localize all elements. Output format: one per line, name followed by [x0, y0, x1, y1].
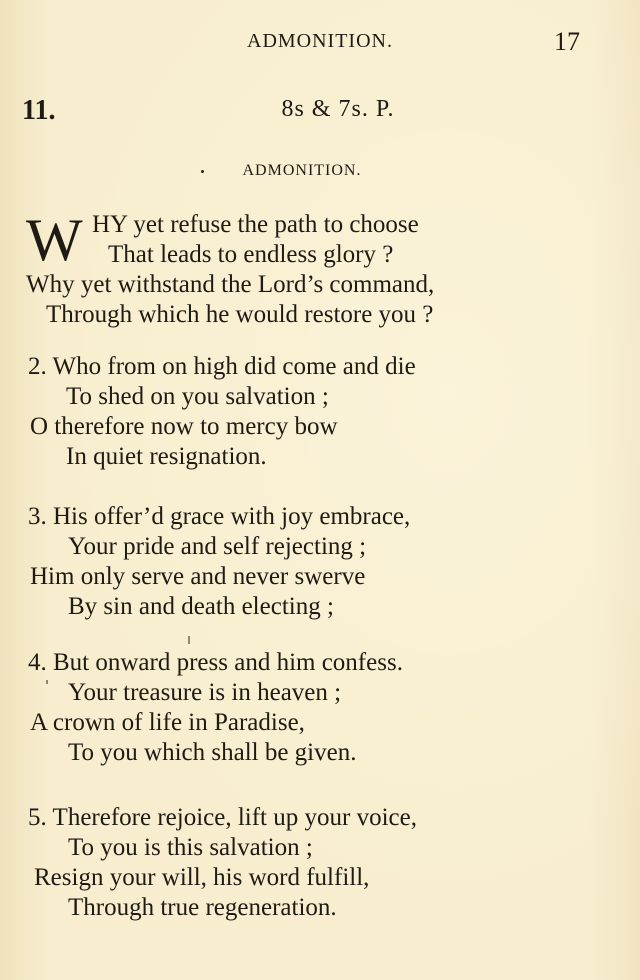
verse-line: Why yet withstand the Lord’s command,: [26, 271, 435, 298]
verse-line: 4. But onward press and him confess.: [28, 649, 403, 676]
verse-line: Resign your will, his word fulfill,: [34, 864, 370, 891]
verse-line: 5. Therefore rejoice, lift up your voice,: [28, 804, 417, 831]
verse-line: By sin and death electing ;: [68, 593, 334, 620]
verse-line: 3. His offer’d grace with joy embrace,: [28, 503, 411, 530]
verse-line: Through true regeneration.: [68, 894, 337, 921]
verse-line: Your pride and self rejecting ;: [68, 533, 367, 560]
drop-cap: W: [26, 207, 81, 273]
verse-line: That leads to endless glory ?: [108, 241, 394, 268]
verse-line: To you which shall be given.: [68, 739, 357, 766]
hymn-number: 11.: [22, 95, 56, 126]
running-head: ADMONITION.: [247, 30, 393, 52]
verse-line: To you is this salvation ;: [68, 834, 313, 861]
verse-line: To shed on you salvation ;: [66, 383, 329, 410]
stanza-4: [0, 648, 640, 768]
page-number: 17: [554, 27, 580, 56]
stanza-2: [0, 352, 640, 472]
hymn-meter: [0, 96, 640, 123]
verse-line: HY yet refuse the path to choose: [92, 211, 419, 238]
hymn-title-text: ADMONITION.: [242, 162, 362, 179]
print-speck: [188, 636, 190, 644]
verse-line: 2. Who from on high did come and die: [28, 353, 416, 380]
verse-line: Him only serve and never swerve: [30, 563, 366, 590]
stanza-5: [0, 803, 640, 923]
stanza-3: [0, 502, 640, 622]
hymn-title: [0, 162, 640, 180]
verse-line: In quiet resignation.: [66, 443, 267, 470]
verse-line: A crown of life in Paradise,: [30, 709, 305, 736]
verse-line: Through which he would restore you ?: [46, 301, 434, 328]
verse-line: O therefore now to mercy bow: [30, 413, 338, 440]
stanza-1: [0, 207, 640, 330]
hymn-meter-text: 8s & 7s. P.: [281, 96, 395, 122]
verse-line: Your treasure is in heaven ;: [68, 679, 342, 706]
print-speck: [46, 680, 48, 684]
